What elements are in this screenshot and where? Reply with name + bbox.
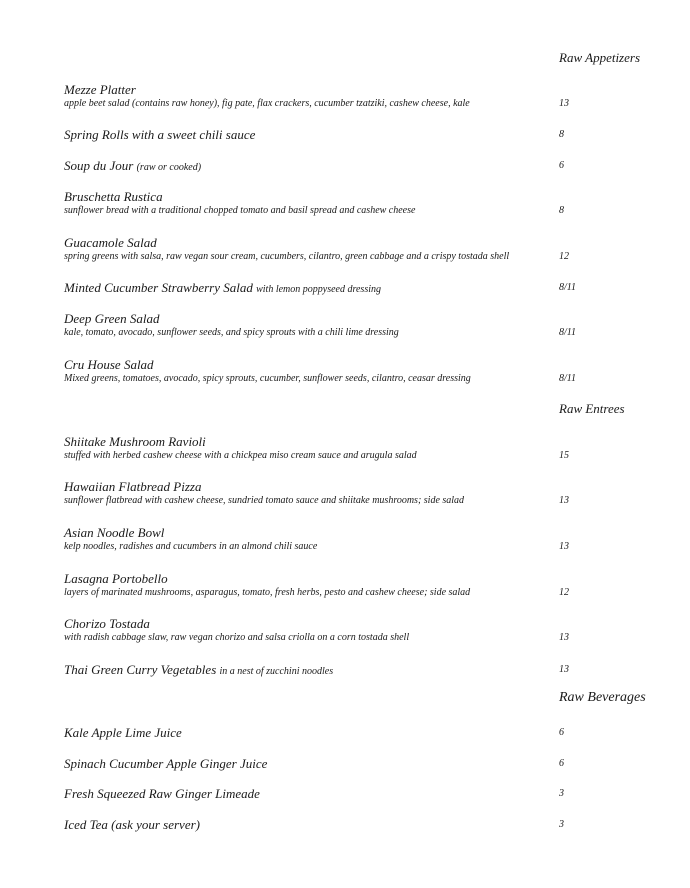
item-price: 13 <box>559 632 569 643</box>
item-description: with radish cabbage slaw, raw vegan chorizo and salsa criolla on a corn tostada shell <box>64 632 410 643</box>
item-name: Fresh Squeezed Raw Ginger Limeade <box>64 786 260 801</box>
item-price: 12 <box>559 251 569 262</box>
menu-item-spring-rolls <box>64 127 664 142</box>
item-description: stuffed with herbed cashew cheese with a chickpea miso cream sauce and arugula salad <box>64 450 417 461</box>
menu-item-cru-house-salad <box>64 357 664 385</box>
item-price: 6 <box>559 727 564 738</box>
item-inline-description: (raw or cooked) <box>136 162 202 173</box>
item-name: Asian Noodle Bowl <box>64 525 165 540</box>
item-inline-description: in a nest of zucchini noodles <box>219 666 334 677</box>
menu-item-shiitake-mushroom-ravioli <box>64 434 664 462</box>
menu-item-kale-apple-lime-juice <box>64 725 664 740</box>
item-price: 8/11 <box>559 282 577 293</box>
menu-item-thai-green-curry-vegetables <box>64 662 664 679</box>
item-price: 8/11 <box>559 373 577 384</box>
section-title-raw-beverages: Raw Beverages <box>559 690 646 705</box>
item-description: kale, tomato, avocado, sunflower seeds, and spicy sprouts with a chili lime dressing <box>64 327 399 338</box>
item-price: 13 <box>559 664 569 675</box>
item-name <box>64 662 664 679</box>
item-price: 8/11 <box>559 327 577 338</box>
item-description: Mixed greens, tomatoes, avocado, spicy sprouts, cucumber, sunflower seeds, cilantro, ceasar dressing <box>64 373 471 384</box>
menu-item-spinach-cucumber-apple-ginger-juice <box>64 756 664 771</box>
item-price: 3 <box>559 819 564 830</box>
menu-item-fresh-squeezed-raw-ginger-limeade <box>64 786 664 801</box>
item-name-text: Soup du Jour <box>64 158 134 173</box>
item-inline-description: with lemon poppyseed dressing <box>256 284 381 295</box>
item-name-text: Thai Green Curry Vegetables <box>64 662 217 677</box>
menu-item-asian-noodle-bowl <box>64 525 664 553</box>
item-price: 3 <box>559 788 564 799</box>
menu-item-deep-green-salad <box>64 311 664 339</box>
menu-item-mezze-platter <box>64 82 664 110</box>
section-title-raw-appetizers: Raw Appetizers <box>559 50 641 65</box>
menu-item-soup-du-jour <box>64 158 664 175</box>
item-name-text: Minted Cucumber Strawberry Salad <box>64 280 253 295</box>
item-name: Spinach Cucumber Apple Ginger Juice <box>64 756 268 771</box>
menu-item-iced-tea <box>64 817 664 832</box>
item-price: 13 <box>559 495 569 506</box>
item-name: Chorizo Tostada <box>64 616 150 631</box>
item-name: Cru House Salad <box>64 357 154 372</box>
item-price: 12 <box>559 587 569 598</box>
item-name: Guacamole Salad <box>64 235 157 250</box>
item-description: kelp noodles, radishes and cucumbers in an almond chili sauce <box>64 541 318 552</box>
item-description: sunflower flatbread with cashew cheese, sundried tomato sauce and shiitake mushrooms; side salad <box>64 495 465 506</box>
item-name: Shiitake Mushroom Ravioli <box>64 434 206 449</box>
item-description: layers of marinated mushrooms, asparagus, tomato, fresh herbs, pesto and cashew cheese; side salad <box>64 587 471 598</box>
menu-item-hawaiian-flatbread-pizza <box>64 479 664 507</box>
item-description: spring greens with salsa, raw vegan sour cream, cucumbers, cilantro, green cabbage and a crispy tostada shell <box>64 251 510 262</box>
item-price: 13 <box>559 98 569 109</box>
item-name: Deep Green Salad <box>64 311 160 326</box>
menu-item-lasagna-portobello <box>64 571 664 599</box>
item-name: Mezze Platter <box>64 82 136 97</box>
item-price: 15 <box>559 450 569 461</box>
item-name: Iced Tea (ask your server) <box>64 817 200 832</box>
item-price: 8 <box>559 205 564 216</box>
item-name: Bruschetta Rustica <box>64 189 163 204</box>
item-description: sunflower bread with a traditional chopped tomato and basil spread and cashew cheese <box>64 205 416 216</box>
item-name: Spring Rolls with a sweet chili sauce <box>64 127 256 142</box>
section-title-raw-entrees: Raw Entrees <box>559 401 625 416</box>
item-name: Lasagna Portobello <box>64 571 168 586</box>
item-price: 13 <box>559 541 569 552</box>
item-name: Hawaiian Flatbread Pizza <box>64 479 202 494</box>
item-price: 6 <box>559 758 564 769</box>
item-description: apple beet salad (contains raw honey), fig pate, flax crackers, cucumber tzatziki, cashew cheese, kale <box>64 98 470 109</box>
menu-item-bruschetta-rustica <box>64 189 664 217</box>
menu-item-chorizo-tostada <box>64 616 664 644</box>
item-name: Kale Apple Lime Juice <box>64 725 182 740</box>
item-price: 6 <box>559 160 564 171</box>
item-price: 8 <box>559 129 564 140</box>
menu-item-guacamole-salad <box>64 235 664 263</box>
item-name <box>64 158 664 175</box>
menu-item-minted-cucumber-strawberry-salad <box>64 280 664 297</box>
